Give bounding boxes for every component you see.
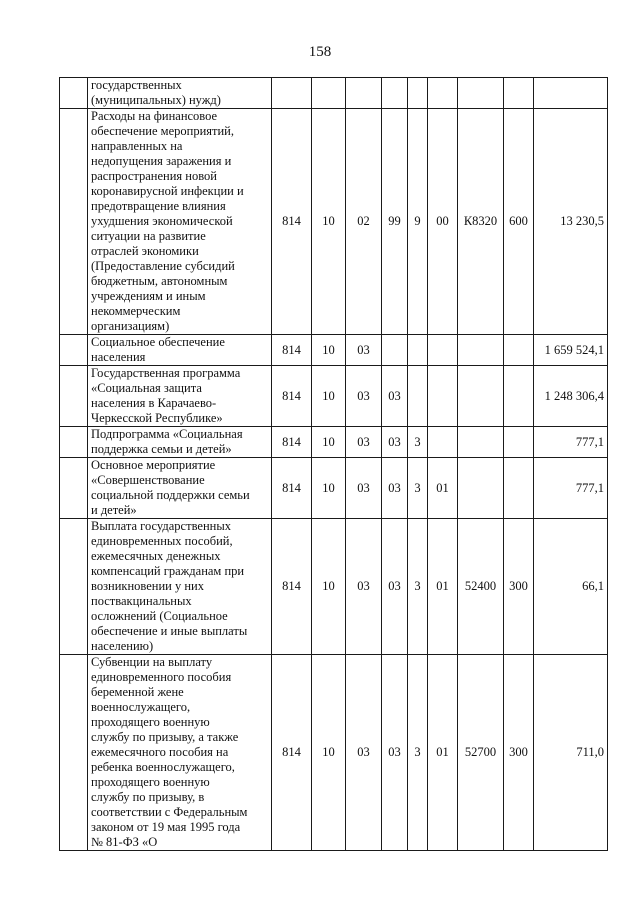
vr-code-cell: [504, 427, 534, 458]
item-name-line: (муниципальных) нужд): [91, 93, 221, 107]
item-name-line: населения в Карачаево-: [91, 396, 217, 410]
item-name-line: предотвращение влияния: [91, 199, 226, 213]
csr2-code-cell: 3: [408, 458, 428, 519]
item-name-line: учреждениям и иным: [91, 289, 206, 303]
item-name-line: организациям): [91, 319, 170, 333]
csr3-code-cell: [428, 366, 458, 427]
vr-code-cell: [504, 366, 534, 427]
pr-code-cell: 03: [346, 458, 382, 519]
rz-code-cell: 10: [312, 519, 346, 655]
ved-code-cell: [272, 78, 312, 109]
rz-code-cell: 10: [312, 458, 346, 519]
item-name-line: единовременного пособия: [91, 670, 232, 684]
item-name-line: беременной жене: [91, 685, 184, 699]
csr3-code-cell: [428, 427, 458, 458]
csr3-code-cell: 01: [428, 519, 458, 655]
item-name-line: службу по призыву, в: [91, 790, 205, 804]
item-name-line: обеспечение мероприятий,: [91, 124, 234, 138]
csr3-code-cell: 01: [428, 655, 458, 851]
row-number-cell: [60, 458, 88, 519]
table-row: [60, 78, 608, 109]
ved-code-cell: 814: [272, 427, 312, 458]
ved-code-cell: 814: [272, 335, 312, 366]
csr1-code-cell: 03: [382, 458, 408, 519]
csr2-code-cell: [408, 78, 428, 109]
table-row: [60, 458, 608, 519]
csr4-code-cell: [458, 78, 504, 109]
amount-cell: 1 659 524,1: [534, 335, 608, 366]
item-name-line: ситуации на развитие: [91, 229, 206, 243]
rz-code-cell: [312, 78, 346, 109]
csr2-code-cell: [408, 366, 428, 427]
csr4-code-cell: [458, 458, 504, 519]
csr1-code-cell: 03: [382, 366, 408, 427]
csr2-code-cell: 3: [408, 519, 428, 655]
amount-cell: 13 230,5: [534, 109, 608, 335]
table-row: [60, 335, 608, 366]
row-number-cell: [60, 366, 88, 427]
row-number-cell: [60, 335, 88, 366]
item-name-line: социальной поддержки семьи: [91, 488, 250, 502]
vr-code-cell: 300: [504, 519, 534, 655]
row-number-cell: [60, 109, 88, 335]
item-name-line: Основное мероприятие: [91, 458, 216, 472]
csr3-code-cell: 01: [428, 458, 458, 519]
csr4-code-cell: [458, 366, 504, 427]
csr1-code-cell: 03: [382, 655, 408, 851]
item-name-line: поствакцинальных: [91, 594, 192, 608]
rz-code-cell: 10: [312, 427, 346, 458]
row-number-cell: [60, 427, 88, 458]
item-name-line: и детей»: [91, 503, 137, 517]
amount-cell: 777,1: [534, 458, 608, 519]
item-name-line: Государственная программа: [91, 366, 241, 380]
item-name-cell: [88, 109, 272, 335]
item-name-line: ежемесячного пособия на: [91, 745, 229, 759]
row-number-cell: [60, 78, 88, 109]
item-name-line: населению): [91, 639, 154, 653]
pr-code-cell: 03: [346, 655, 382, 851]
item-name-line: бюджетным, автономным: [91, 274, 228, 288]
item-name-line: проходящего военную: [91, 715, 210, 729]
csr2-code-cell: 3: [408, 655, 428, 851]
item-name-line: компенсаций гражданам при: [91, 564, 245, 578]
ved-code-cell: 814: [272, 366, 312, 427]
table-row: [60, 427, 608, 458]
rz-code-cell: 10: [312, 366, 346, 427]
rz-code-cell: 10: [312, 109, 346, 335]
item-name-line: ребенка военнослужащего,: [91, 760, 235, 774]
ved-code-cell: 814: [272, 519, 312, 655]
item-name-cell: [88, 655, 272, 851]
item-name-line: обеспечение и иные выплаты: [91, 624, 248, 638]
csr1-code-cell: [382, 335, 408, 366]
csr2-code-cell: [408, 335, 428, 366]
item-name-line: поддержка семьи и детей»: [91, 442, 232, 456]
item-name-line: недопущения заражения и: [91, 154, 232, 168]
item-name-line: единовременных пособий,: [91, 534, 233, 548]
csr4-code-cell: [458, 335, 504, 366]
csr4-code-cell: 52700: [458, 655, 504, 851]
table-row: [60, 366, 608, 427]
amount-cell: 777,1: [534, 427, 608, 458]
item-name-line: № 81-ФЗ «О: [91, 835, 158, 849]
amount-cell: 66,1: [534, 519, 608, 655]
item-name-line: Подпрограмма «Социальная: [91, 427, 243, 441]
csr3-code-cell: [428, 335, 458, 366]
csr4-code-cell: [458, 427, 504, 458]
amount-cell: [534, 78, 608, 109]
csr1-code-cell: 03: [382, 427, 408, 458]
rz-code-cell: 10: [312, 655, 346, 851]
item-name-line: направленных на: [91, 139, 183, 153]
item-name-cell: [88, 519, 272, 655]
csr3-code-cell: [428, 78, 458, 109]
item-name-line: Субвенции на выплату: [91, 655, 213, 669]
item-name-line: Расходы на финансовое: [91, 109, 218, 123]
row-number-cell: [60, 519, 88, 655]
item-name-cell: [88, 78, 272, 109]
item-name-line: ухудшения экономической: [91, 214, 233, 228]
item-name-line: проходящего военную: [91, 775, 210, 789]
csr4-code-cell: К8320: [458, 109, 504, 335]
csr1-code-cell: [382, 78, 408, 109]
item-name-line: «Социальная защита: [91, 381, 202, 395]
item-name-cell: [88, 366, 272, 427]
vr-code-cell: [504, 335, 534, 366]
pr-code-cell: 03: [346, 519, 382, 655]
item-name-line: возникновении у них: [91, 579, 204, 593]
item-name-line: осложнений (Социальное: [91, 609, 228, 623]
item-name-line: распространения новой: [91, 169, 217, 183]
csr1-code-cell: 03: [382, 519, 408, 655]
ved-code-cell: 814: [272, 458, 312, 519]
csr3-code-cell: 00: [428, 109, 458, 335]
item-name-line: соответствии с Федеральным: [91, 805, 248, 819]
amount-cell: 1 248 306,4: [534, 366, 608, 427]
pr-code-cell: 03: [346, 366, 382, 427]
item-name-line: (Предоставление субсидий: [91, 259, 235, 273]
csr1-code-cell: 99: [382, 109, 408, 335]
table-body: [60, 78, 608, 851]
item-name-line: законом от 19 мая 1995 года: [91, 820, 241, 834]
item-name-cell: [88, 458, 272, 519]
table-row: [60, 109, 608, 335]
item-name-cell: [88, 335, 272, 366]
budget-table: [59, 77, 608, 851]
csr2-code-cell: 3: [408, 427, 428, 458]
pr-code-cell: 03: [346, 335, 382, 366]
item-name-line: коронавирусной инфекции и: [91, 184, 244, 198]
table-row: [60, 655, 608, 851]
item-name-line: ежемесячных денежных: [91, 549, 221, 563]
amount-cell: 711,0: [534, 655, 608, 851]
item-name-line: «Совершенствование: [91, 473, 205, 487]
item-name-line: военнослужащего,: [91, 700, 191, 714]
item-name-line: населения: [91, 350, 146, 364]
ved-code-cell: 814: [272, 655, 312, 851]
item-name-cell: [88, 427, 272, 458]
vr-code-cell: 300: [504, 655, 534, 851]
vr-code-cell: [504, 458, 534, 519]
item-name-line: отраслей экономики: [91, 244, 199, 258]
vr-code-cell: 600: [504, 109, 534, 335]
pr-code-cell: 03: [346, 427, 382, 458]
rz-code-cell: 10: [312, 335, 346, 366]
item-name-line: службу по призыву, а также: [91, 730, 239, 744]
pr-code-cell: 02: [346, 109, 382, 335]
csr4-code-cell: 52400: [458, 519, 504, 655]
table-row: [60, 519, 608, 655]
item-name-line: Социальное обеспечение: [91, 335, 225, 349]
vr-code-cell: [504, 78, 534, 109]
item-name-line: Выплата государственных: [91, 519, 231, 533]
page-number: 158: [308, 44, 332, 60]
csr2-code-cell: 9: [408, 109, 428, 335]
item-name-line: государственных: [91, 78, 182, 92]
item-name-line: Черкесской Республике»: [91, 411, 223, 425]
ved-code-cell: 814: [272, 109, 312, 335]
row-number-cell: [60, 655, 88, 851]
pr-code-cell: [346, 78, 382, 109]
item-name-line: некоммерческим: [91, 304, 181, 318]
